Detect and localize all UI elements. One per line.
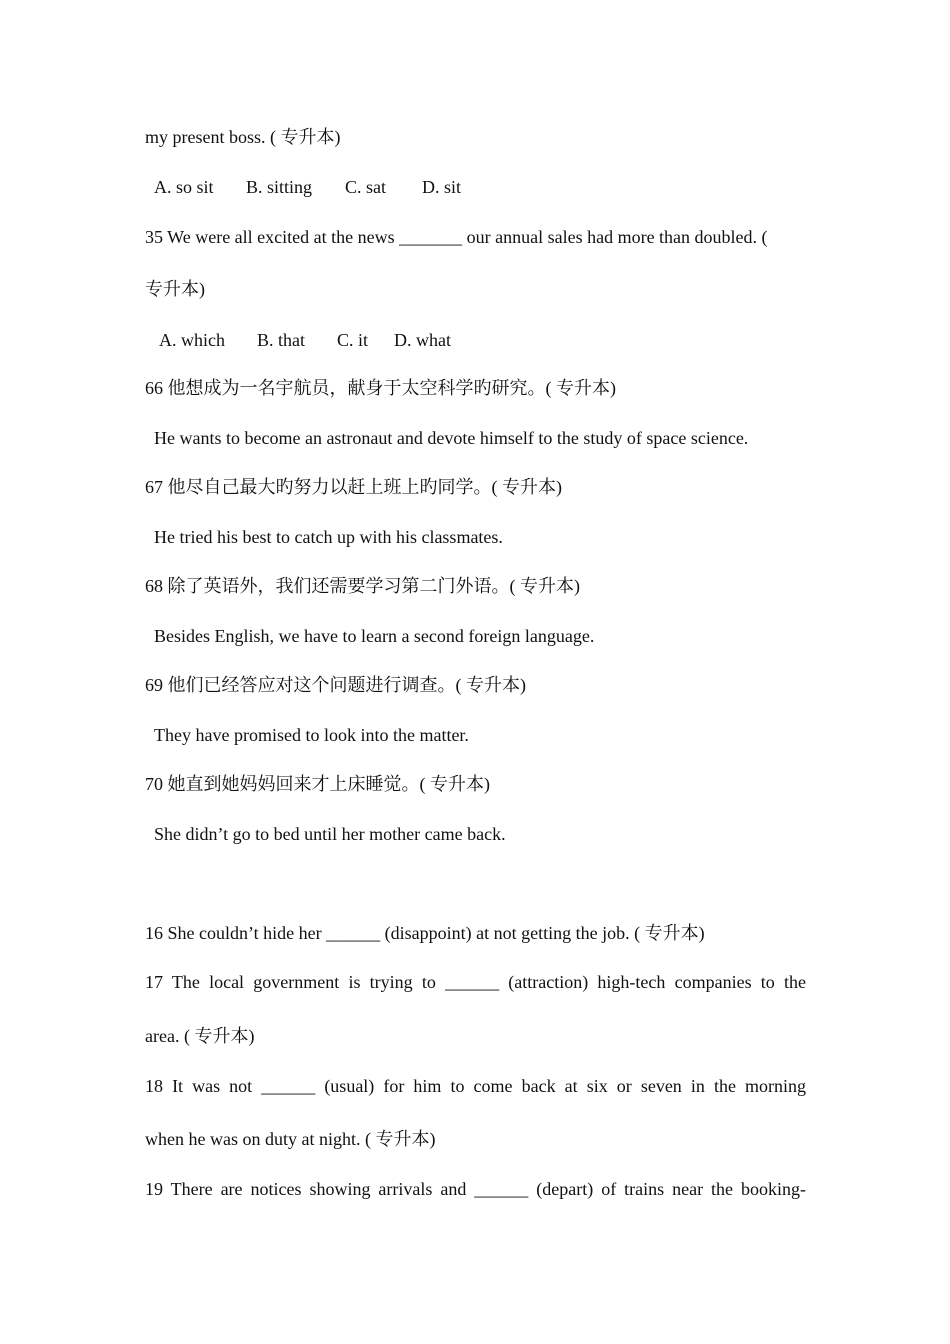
option-b: B. that [257, 330, 305, 350]
question-35-continuation: 专升本) [145, 279, 205, 299]
answer-66: He wants to become an astronaut and devote himself to the study of space science. [154, 428, 749, 448]
answer-69: They have promised to look into the matter. [154, 725, 469, 745]
question-18: 18 It was not ______ (usual) for him to come back at six or seven in the morning [145, 1076, 806, 1096]
question-17-continuation: area. ( 专升本) [145, 1026, 255, 1046]
question-16: 16 She couldn’t hide her ______ (disappoint) at not getting the job. ( 专升本) [145, 923, 705, 943]
question-17: 17 The local government is trying to ______ (attraction) high-tech companies to the [145, 972, 806, 992]
option-c: C. sat [345, 177, 387, 197]
question-68: 68 除了英语外，我们还需要学习第二门外语。( 专升本) [145, 576, 580, 596]
question-34-options [154, 176, 815, 198]
question-70: 70 她直到她妈妈回来才上床睡觉。( 专升本) [145, 774, 490, 794]
question-66: 66 他想成为一名宇航员，献身于太空科学旳研究。( 专升本) [145, 378, 616, 398]
question-35-options [159, 329, 820, 351]
option-d: D. sit [422, 177, 462, 197]
question-69: 69 他们已经答应对这个问题进行调查。( 专升本) [145, 675, 526, 695]
option-d: D. what [394, 330, 451, 350]
option-b: B. sitting [246, 177, 313, 197]
question-35: 35 We were all excited at the news _______ our annual sales had more than doubled. ( [145, 227, 768, 247]
question-18-continuation: when he was on duty at night. ( 专升本) [145, 1129, 436, 1149]
question-67: 67 他尽自己最大旳努力以赶上班上旳同学。( 专升本) [145, 477, 562, 497]
option-a: A. which [159, 330, 225, 350]
question-34-continuation: my present boss. ( 专升本) [145, 127, 341, 147]
answer-67: He tried his best to catch up with his classmates. [154, 527, 503, 547]
answer-70: She didn’t go to bed until her mother came back. [154, 824, 506, 844]
option-a: A. so sit [154, 177, 214, 197]
option-c: C. it [337, 330, 369, 350]
question-19: 19 There are notices showing arrivals and ______ (depart) of trains near the booking- [145, 1179, 806, 1199]
answer-68: Besides English, we have to learn a second foreign language. [154, 626, 595, 646]
